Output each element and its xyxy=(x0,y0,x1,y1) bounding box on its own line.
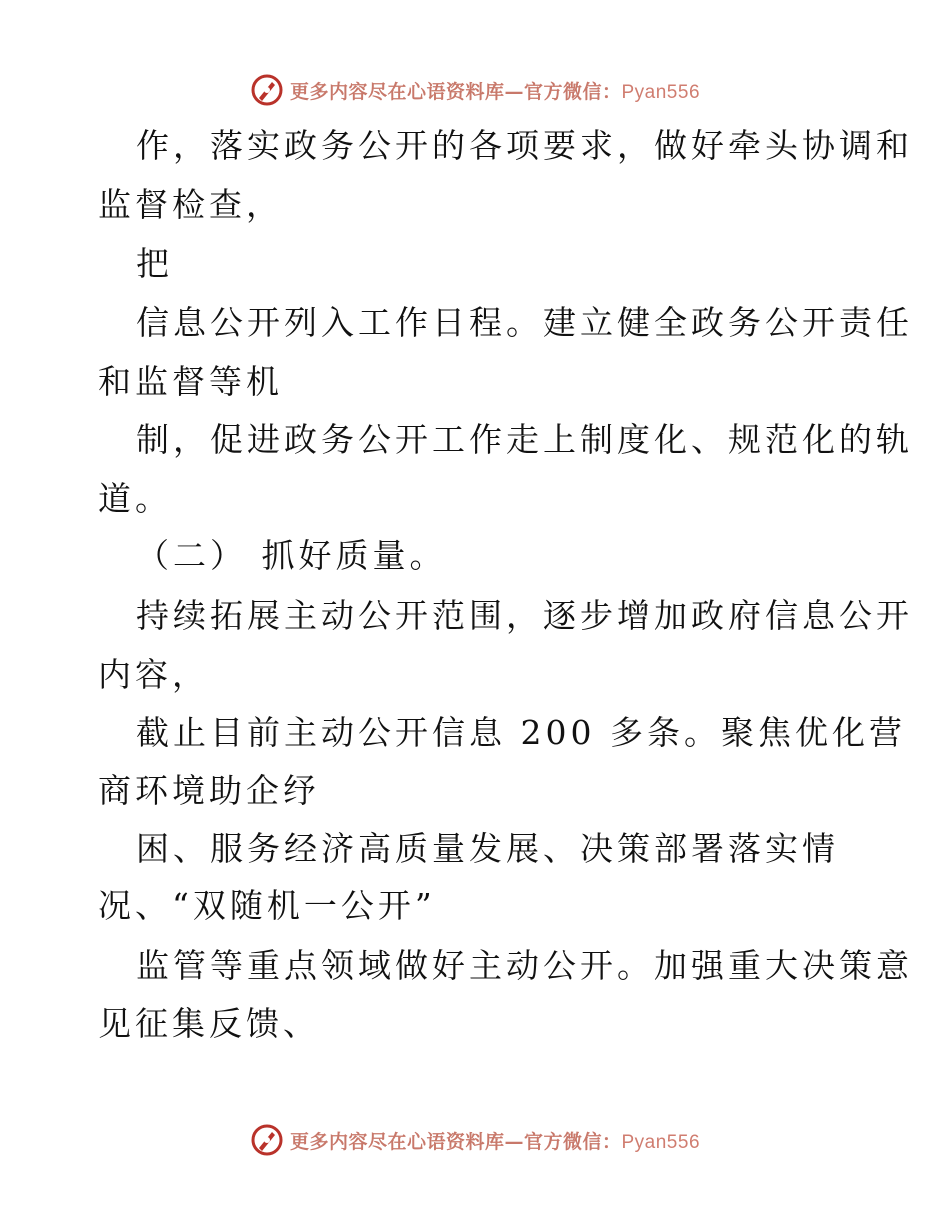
pen-seal-icon xyxy=(250,1123,284,1157)
paragraph-line: 持续拓展主动公开范围，逐步增加政府信息公开 xyxy=(136,596,913,635)
paragraph-line: 截止目前主动公开信息 200 多条。聚焦优化营 xyxy=(136,713,906,752)
paragraph-line: 监督检查， xyxy=(98,185,283,224)
watermark-text: 更多内容尽在心语资料库—官方微信：Pyan556 xyxy=(289,80,701,103)
paragraph-line: 况、“双随机一公开” xyxy=(98,886,436,925)
paragraph-line: 把 xyxy=(136,244,173,283)
footer-watermark xyxy=(0,1120,950,1160)
paragraph-line: 道。 xyxy=(98,479,172,518)
paragraph-line: 监管等重点领域做好主动公开。加强重大决策意 xyxy=(136,946,913,985)
paragraph-line: 见征集反馈、 xyxy=(98,1004,320,1043)
paragraph-line: 商环境助企纾 xyxy=(98,771,320,810)
paragraph-line: 信息公开列入工作日程。建立健全政务公开责任 xyxy=(136,303,913,342)
watermark-text: 更多内容尽在心语资料库—官方微信：Pyan556 xyxy=(289,1130,701,1153)
paragraph-line: 和监督等机 xyxy=(98,362,283,401)
paragraph-line: 制，促进政务公开工作走上制度化、规范化的轨 xyxy=(136,420,913,459)
paragraph-line: 内容， xyxy=(98,655,209,694)
section-heading: （二） 抓好质量。 xyxy=(136,536,447,575)
paragraph-line: 作，落实政务公开的各项要求，做好牵头协调和 xyxy=(136,126,913,165)
paragraph-line: 困、服务经济高质量发展、决策部署落实情 xyxy=(136,829,839,868)
